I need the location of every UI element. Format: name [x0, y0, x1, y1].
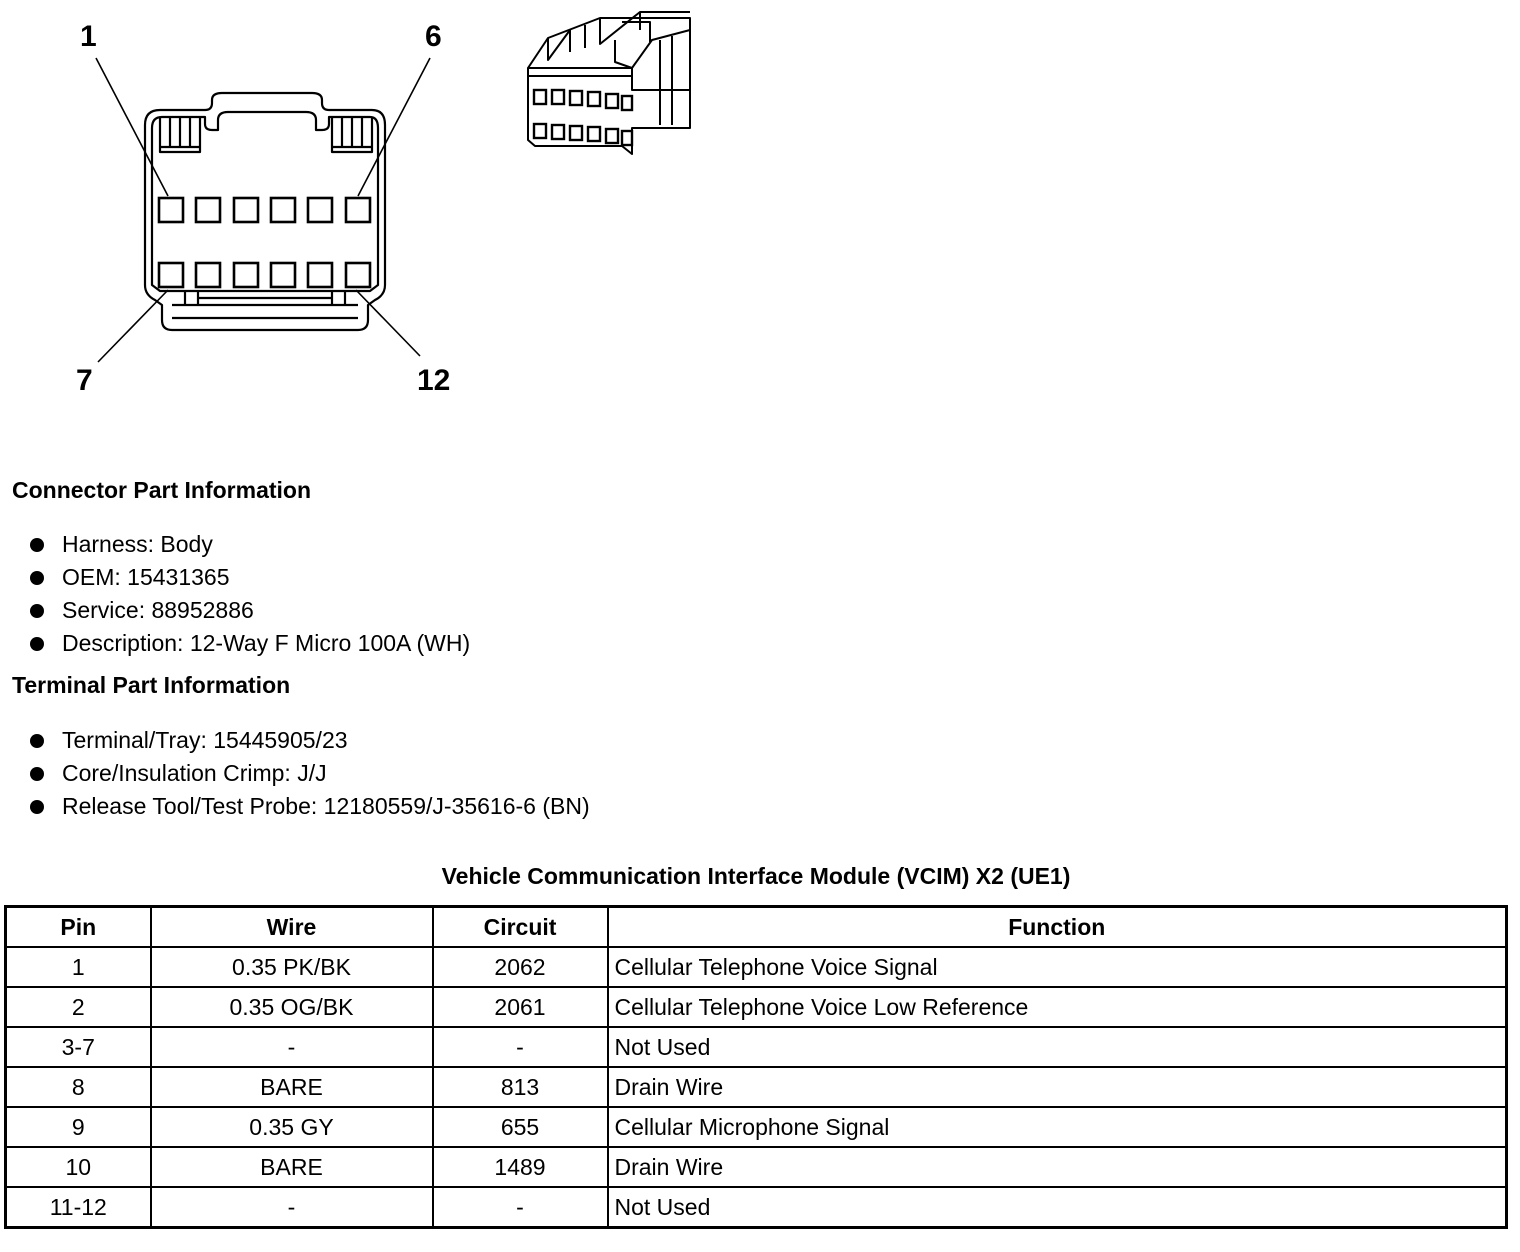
connector-diagram: [0, 0, 720, 420]
table-row: [6, 1067, 1507, 1107]
bullet-icon: [30, 767, 44, 781]
bullet-icon: [30, 571, 44, 585]
cell-circuit: 2062: [433, 947, 608, 987]
cell-pin: 11-12: [6, 1187, 151, 1228]
bullet-icon: [30, 604, 44, 618]
header-circuit: Circuit: [433, 907, 608, 948]
header-function: Function: [608, 907, 1507, 948]
cell-circuit: 2061: [433, 987, 608, 1027]
bullet-icon: [30, 734, 44, 748]
cell-function: Cellular Telephone Voice Low Reference: [608, 987, 1507, 1027]
cell-wire: BARE: [151, 1067, 433, 1107]
cell-function: Not Used: [608, 1027, 1507, 1067]
terminal-info-list: [28, 724, 590, 823]
cell-pin: 1: [6, 947, 151, 987]
connector-info-title: Connector Part Information: [12, 477, 312, 503]
cell-pin: 8: [6, 1067, 151, 1107]
callout-pin-12: 12: [417, 364, 451, 397]
bullet-icon: [30, 800, 44, 814]
terminal-info-title: Terminal Part Information: [12, 672, 291, 698]
cell-wire: -: [151, 1187, 433, 1228]
table-row: [6, 1027, 1507, 1067]
cell-function: Drain Wire: [608, 1147, 1507, 1187]
cell-function: Cellular Telephone Voice Signal: [608, 947, 1507, 987]
cell-circuit: 655: [433, 1107, 608, 1147]
bullet-icon: [30, 538, 44, 552]
list-item: Service: 88952886: [28, 594, 470, 627]
table-row: [6, 1107, 1507, 1147]
table-title: Vehicle Communication Interface Module (VCIM) X2 (UE1): [441, 863, 1071, 889]
table-row: [6, 1187, 1507, 1228]
pinout-table: [4, 905, 1508, 1229]
cell-function: Drain Wire: [608, 1067, 1507, 1107]
cell-wire: 0.35 GY: [151, 1107, 433, 1147]
cell-function: Not Used: [608, 1187, 1507, 1228]
list-item: Harness: Body: [28, 528, 470, 561]
cell-function: Cellular Microphone Signal: [608, 1107, 1507, 1147]
table-row: [6, 1147, 1507, 1187]
cell-pin: 9: [6, 1107, 151, 1147]
cell-pin: 2: [6, 987, 151, 1027]
table-row: [6, 987, 1507, 1027]
connector-info-list: [28, 528, 470, 660]
callout-pin-1: 1: [80, 20, 97, 53]
cell-pin: 3-7: [6, 1027, 151, 1067]
table-row: [6, 947, 1507, 987]
cell-circuit: -: [433, 1187, 608, 1228]
header-pin: Pin: [6, 907, 151, 948]
list-item: OEM: 15431365: [28, 561, 470, 594]
table-header-row: [6, 907, 1507, 948]
cell-wire: BARE: [151, 1147, 433, 1187]
cell-circuit: -: [433, 1027, 608, 1067]
callout-pin-7: 7: [76, 364, 93, 397]
cell-circuit: 1489: [433, 1147, 608, 1187]
cell-wire: 0.35 OG/BK: [151, 987, 433, 1027]
list-item: Terminal/Tray: 15445905/23: [28, 724, 590, 757]
header-wire: Wire: [151, 907, 433, 948]
cell-pin: 10: [6, 1147, 151, 1187]
bullet-icon: [30, 637, 44, 651]
cell-wire: -: [151, 1027, 433, 1067]
cell-wire: 0.35 PK/BK: [151, 947, 433, 987]
list-item: Release Tool/Test Probe: 12180559/J-35616-6 (BN): [28, 790, 590, 823]
list-item: Core/Insulation Crimp: J/J: [28, 757, 590, 790]
cell-circuit: 813: [433, 1067, 608, 1107]
list-item: Description: 12-Way F Micro 100A (WH): [28, 627, 470, 660]
callout-pin-6: 6: [425, 20, 442, 53]
